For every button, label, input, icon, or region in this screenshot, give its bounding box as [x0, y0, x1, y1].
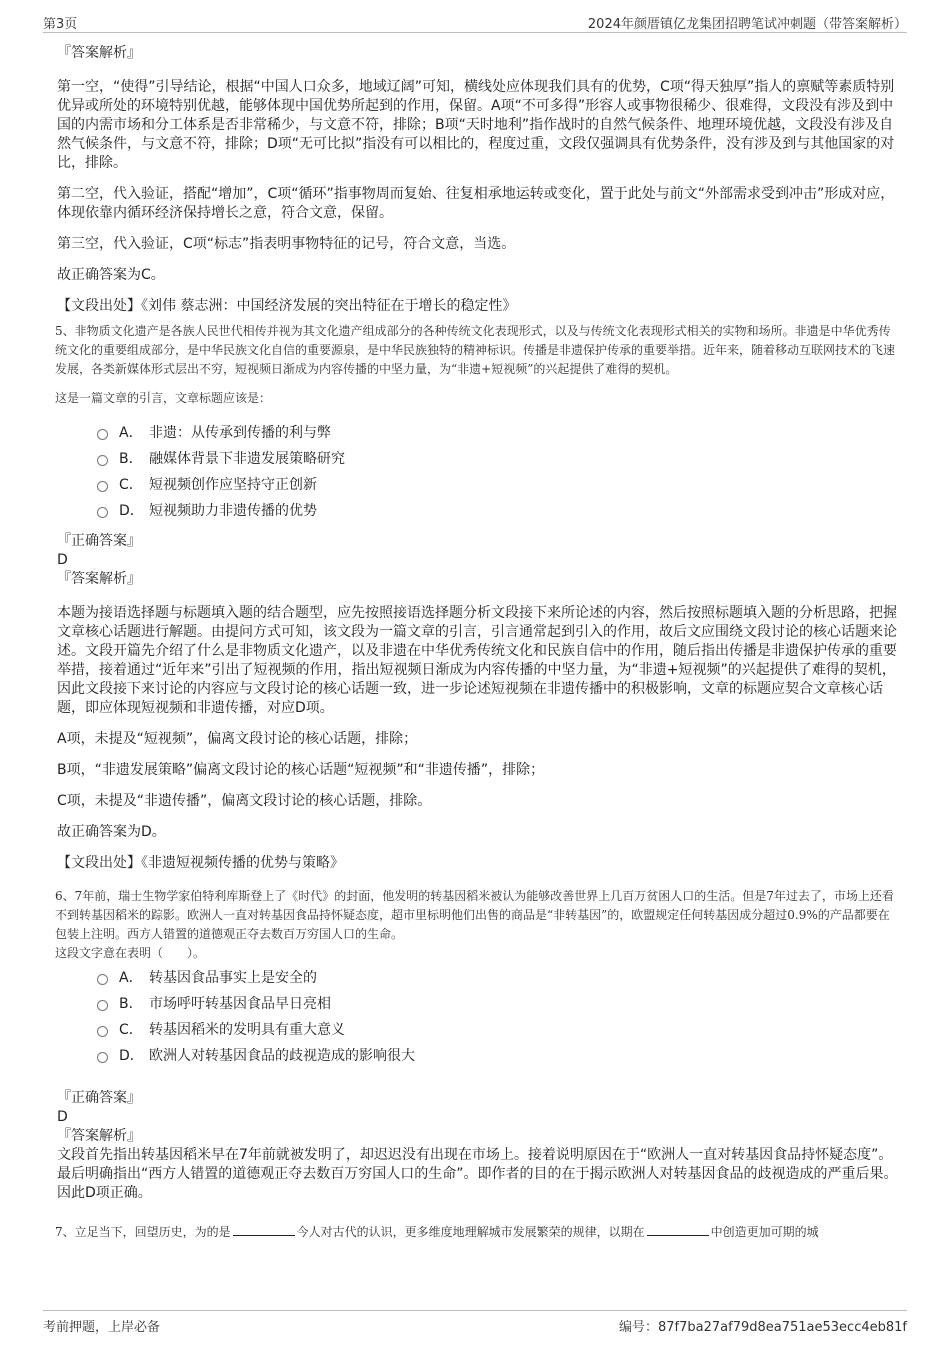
radio-icon[interactable]	[97, 1052, 108, 1063]
analysis-paragraph: 第三空，代入验证，C项“标志”指表明事物特征的记号，符合文意，当选。	[57, 236, 516, 252]
option-letter: A．	[119, 425, 143, 441]
option-letter: C．	[119, 477, 143, 493]
option-text: 融媒体背景下非遗发展策略研究	[149, 451, 345, 467]
analysis-paragraph: 本题为接语选择题与标题填入题的结合题型，应先按照接语选择题分析文段接下来所论述的内容，然后按照标题填入题的分析思路，把握文章核心话题进行解题。由提问方式可知，该文段为一篇文章的引言，引言通常起到引入的作用，故后文应围绕文段讨论的核心话题来论述。文段开篇先介绍了什么是非物质文化遗产，以及非遗在中华优秀传统文化和民族自信中的作用，随后指出传播是非遗保护传承的重要举措，接着通过“近年来”引出了短视频的作用，指出短视频日渐成为内容传播的中坚力量，为“非遗+短视频”的兴起提供了难得的契机，因此文段接下来讨论的内容应与文段讨论的核心话题一致，进一步论述短视频在非遗传播中的积极影响，文章的标题应契合文章核心话题，即应体现短视频和非遗传播，对应D项。	[57, 605, 897, 716]
correct-answer: D	[57, 552, 68, 568]
analysis-label: 『答案解析』	[57, 571, 141, 587]
footer-slogan: 考前押题，上岸必备	[43, 1320, 161, 1335]
document-title: 2024年颜厝镇亿龙集团招聘笔试冲刺题（带答案解析）	[587, 17, 907, 32]
analysis-paragraph: B项，“非遗发展策略”偏离文段讨论的核心话题“短视频”和“非遗传播”，排除；	[57, 762, 545, 778]
page-footer	[43, 1310, 907, 1335]
fill-blank[interactable]	[233, 1223, 295, 1236]
answer-conclusion: 故正确答案为D。	[57, 824, 166, 840]
option-text: 欧洲人对转基因食品的歧视造成的影响很大	[149, 1048, 415, 1064]
radio-icon[interactable]	[97, 974, 108, 985]
stem-part: 今人对古代的认识，更多维度地理解城市发展繁荣的规律，以期在	[296, 1225, 645, 1239]
page-header	[43, 10, 907, 33]
question-7	[57, 1223, 900, 1242]
option-a[interactable]	[97, 420, 900, 446]
fill-blank[interactable]	[647, 1223, 709, 1236]
answer-conclusion: 故正确答案为C。	[57, 267, 165, 283]
analysis-paragraph: A项，未提及“短视频”，偏离文段讨论的核心话题，排除；	[57, 731, 418, 747]
correct-answer: D	[57, 1109, 68, 1125]
question-5	[57, 322, 900, 873]
option-letter: B．	[119, 451, 143, 467]
option-text: 转基因食品事实上是安全的	[149, 970, 317, 986]
option-d[interactable]	[97, 1043, 900, 1069]
option-b[interactable]	[97, 446, 900, 472]
question-instruction: 这段文字意在表明（ ）。	[55, 946, 206, 960]
radio-icon[interactable]	[97, 1026, 108, 1037]
radio-icon[interactable]	[97, 507, 108, 518]
option-a[interactable]	[97, 965, 900, 991]
page-number: 第3页	[43, 17, 78, 32]
analysis-label: 『答案解析』	[57, 45, 141, 61]
stem-part: 中创造更加可期的城	[710, 1225, 819, 1239]
radio-icon[interactable]	[97, 455, 108, 466]
option-list	[57, 420, 900, 524]
radio-icon[interactable]	[97, 481, 108, 492]
option-letter: D．	[119, 1048, 144, 1064]
question-instruction: 这是一篇文章的引言，文章标题应该是：	[55, 391, 272, 405]
stem-part: 7、立足当下，回望历史，为的是	[55, 1225, 231, 1239]
option-c[interactable]	[97, 1017, 900, 1043]
radio-icon[interactable]	[97, 1000, 108, 1011]
option-text: 市场呼吁转基因食品早日亮相	[149, 996, 331, 1012]
question-4-analysis	[57, 44, 900, 316]
option-b[interactable]	[97, 991, 900, 1017]
document-serial: 编号：87f7ba27af79d8ea751ae53ecc4eb81f	[619, 1320, 907, 1335]
page-content	[57, 44, 900, 1250]
option-letter: B．	[119, 996, 143, 1012]
option-text: 非遗：从传承到传播的利与弊	[149, 425, 331, 441]
option-c[interactable]	[97, 472, 900, 498]
question-6	[57, 887, 900, 1203]
analysis-label: 『答案解析』	[57, 1128, 141, 1144]
option-list	[57, 965, 900, 1069]
correct-answer-label: 『正确答案』	[57, 533, 141, 549]
option-text: 短视频助力非遗传播的优势	[149, 503, 317, 519]
option-text: 转基因稻米的发明具有重大意义	[149, 1022, 345, 1038]
option-text: 短视频创作应坚持守正创新	[149, 477, 317, 493]
correct-answer-label: 『正确答案』	[57, 1090, 141, 1106]
source-citation: 【文段出处】《刘伟 蔡志洲：中国经济发展的突出特征在于增长的稳定性》	[57, 298, 517, 314]
option-d[interactable]	[97, 498, 900, 524]
option-letter: C．	[119, 1022, 143, 1038]
option-letter: D．	[119, 503, 144, 519]
question-stem: 5、非物质文化遗产是各族人民世代相传并视为其文化遗产组成部分的各种传统文化表现形式，以及与传统文化表现形式相关的实物和场所。非遗是中华优秀传统文化的重要组成部分，是中华民族文化自信的重要源泉，是中华民族独特的精神标识。传播是非遗保护传承的重要举措。近年来，随着移动互联网技术的飞速发展，各类新媒体形式层出不穷，短视频日渐成为内容传播的中坚力量，为“非遗+短视频”的兴起提供了难得的契机。	[55, 324, 896, 376]
radio-icon[interactable]	[97, 429, 108, 440]
question-stem	[55, 1223, 900, 1242]
source-citation: 【文段出处】《非遗短视频传播的优势与策略》	[57, 855, 344, 871]
question-stem: 6、7年前，瑞士生物学家伯特利库斯登上了《时代》的封面，他发明的转基因稻米被认为能够改善世界上几百万贫困人口的生活。但是7年过去了，市场上还看不到转基因稻米的踪影。欧洲人一直对转基因食品持怀疑态度，超市里标明他们出售的商品是“非转基因”的，欧盟规定任何转基因成分超过0.9%的产品都要在包装上注明。西方人错置的道德观正夺去数百万穷国人口的生命。	[55, 889, 894, 941]
analysis-paragraph: 文段首先指出转基因稻米早在7年前就被发明了，却迟迟没有出现在市场上。接着说明原因在于“欧洲人一直对转基因食品持怀疑态度”。最后明确指出“西方人错置的道德观正夺去数百万穷国人口的生命”。即作者的目的在于揭示欧洲人对转基因食品的歧视造成的严重后果。因此D项正确。	[57, 1147, 898, 1201]
analysis-paragraph: 第二空，代入验证，搭配“增加”，C项“循环”指事物周而复始、往复相承地运转或变化，置于此处与前文“外部需求受到冲击”形成对应，体现依靠内循环经济保持增长之意，符合文意，保留。	[57, 186, 895, 221]
option-letter: A．	[119, 970, 143, 986]
analysis-paragraph: 第一空，“使得”引导结论，根据“中国人口众多，地域辽阔”可知，横线处应体现我们具有的优势，C项“得天独厚”指人的禀赋等素质特别优异或所处的环境特别优越，能够体现中国优势所起到的作用，保留。A项“不可多得”形容人或事物很稀少、很难得，文段没有涉及到中国的内需市场和分工体系是否非常稀少，与文意不符，排除；B项“天时地利”指作战时的自然气候条件、地理环境优越，文段没有涉及自然气候条件，与文意不符，排除；D项“无可比拟”指没有可以相比的，程度过重，文段仅强调具有优势条件，没有涉及到与其他国家的对比，排除。	[57, 79, 895, 171]
analysis-paragraph: C项，未提及“非遗传播”，偏离文段讨论的核心话题，排除。	[57, 793, 432, 809]
